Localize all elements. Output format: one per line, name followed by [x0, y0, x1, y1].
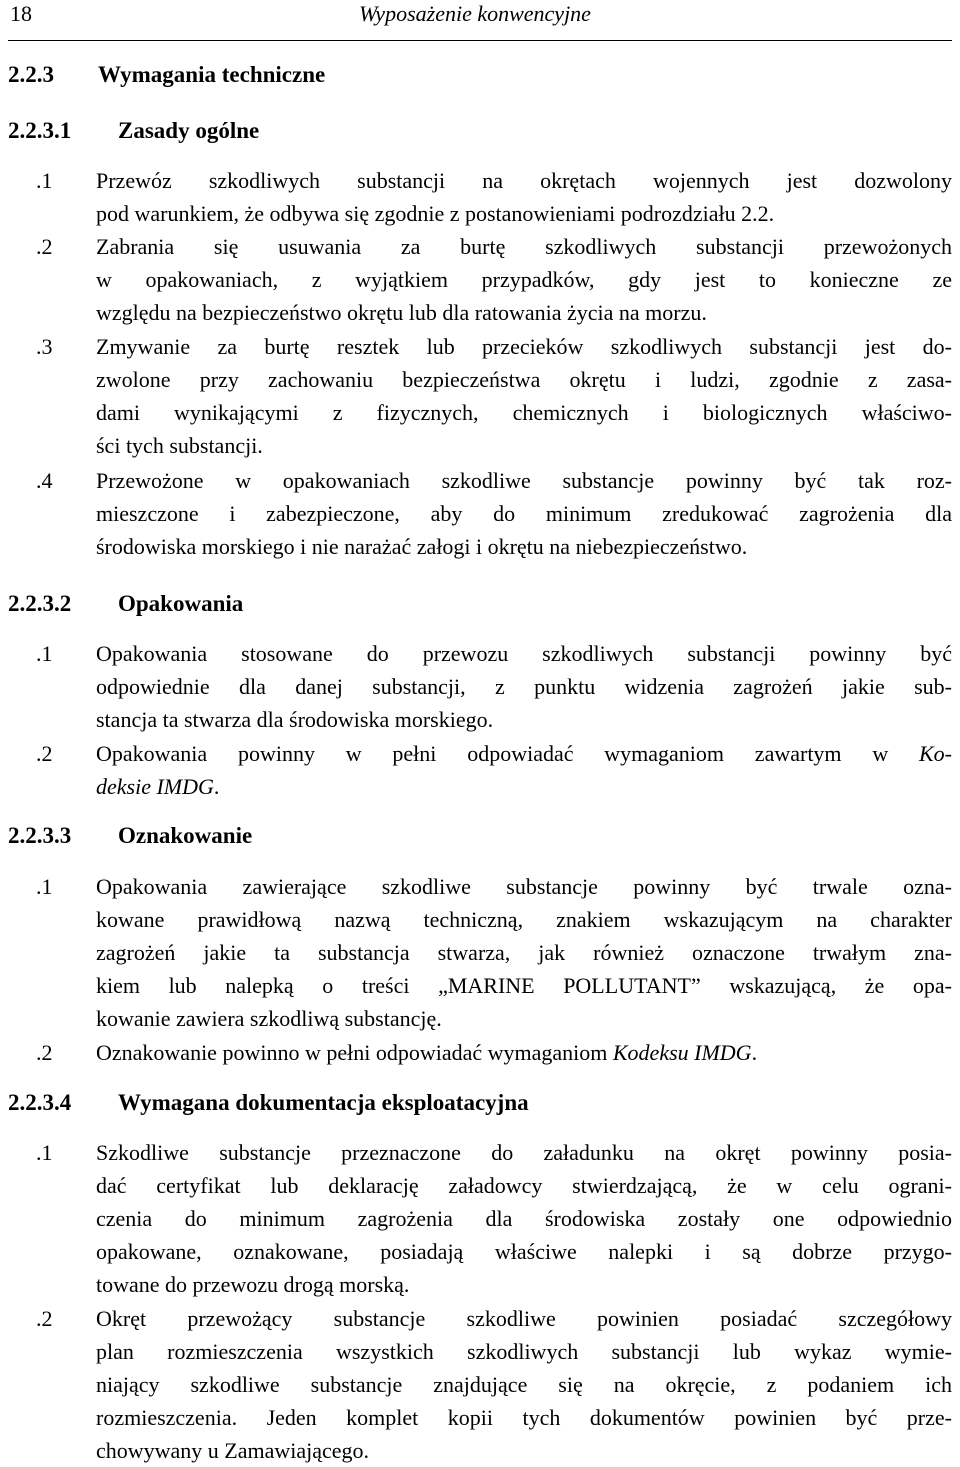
list-item: [36, 330, 952, 462]
item-text: [96, 330, 952, 462]
text-line: zwolone przy zachowaniu bezpieczeństwa okrętu i ludzi, zgodnie z zasa-: [96, 367, 952, 392]
text-line: opakowane, oznakowane, posiadają właściwe nalepki i są dobrze przygo-: [96, 1239, 952, 1264]
text-run: Opakowania powinny w pełni odpowiadać wymaganiom zawartym w: [96, 741, 919, 766]
subsection-title: Oznakowanie: [118, 823, 253, 848]
text-line: środowiska morskiego i nie narażać załogi i okrętu na niebezpieczeństwo.: [96, 534, 748, 559]
text-line: [96, 1036, 952, 1069]
text-line: w opakowaniach, z wyjątkiem przypadków, gdy jest to konieczne ze: [96, 267, 952, 292]
text-line: kowane prawidłową nazwą techniczną, znakiem wskazującym na charakter: [96, 907, 952, 932]
text-line: mieszczone i zabezpieczone, aby do minimum zredukować zagrożenia dla: [96, 501, 952, 526]
text-line: względu na bezpieczeństwo okrętu lub dla ratowania życia na morzu.: [96, 300, 707, 325]
item-text: [96, 637, 952, 736]
subsection-number: 2.2.3.1: [8, 118, 72, 143]
text-line: [96, 737, 952, 770]
text-line: Zmywanie za burtę resztek lub przecieków szkodliwych substancji jest do-: [96, 334, 952, 359]
subsection-title: Opakowania: [118, 591, 244, 616]
italic-run: Kodeksu IMDG: [612, 1040, 752, 1065]
text-line: dać certyfikat lub deklarację załadowcy stwierdzającą, że w celu ograni-: [96, 1173, 952, 1198]
text-line: Opakowania stosowane do przewozu szkodliwych substancji powinny być: [96, 641, 952, 666]
text-line: Okręt przewożący substancje szkodliwe powinien posiadać szczegółowy: [96, 1306, 952, 1331]
text-line: niający szkodliwe substancje znajdujące się na okręcie, z podaniem ich: [96, 1372, 952, 1397]
item-marker: .2: [36, 1306, 53, 1331]
item-marker: .3: [36, 334, 53, 359]
text-line: stancja ta stwarza dla środowiska morskiego.: [96, 707, 494, 732]
page-header: [8, 0, 952, 41]
section-title: Wymagania techniczne: [98, 62, 326, 87]
item-marker: .2: [36, 741, 53, 766]
list-item: [36, 464, 952, 563]
item-marker: .1: [36, 874, 53, 899]
item-marker: .2: [36, 234, 53, 259]
text-run: Oznakowanie powinno w pełni odpowiadać wymaganiom: [96, 1040, 613, 1065]
list-item: [36, 1036, 952, 1069]
item-text: [96, 1136, 952, 1301]
italic-run: Ko-: [919, 741, 952, 766]
text-line: zagrożeń jakie ta substancja stwarza, jak również oznaczone trwałym zna-: [96, 940, 952, 965]
list-item: [36, 230, 952, 329]
italic-run: deksie IMDG: [96, 774, 214, 799]
subsection-title: Wymagana dokumentacja eksploatacyjna: [118, 1090, 529, 1115]
text-line: kowanie zawiera szkodliwą substancję.: [96, 1006, 442, 1031]
subsection-title: Zasady ogólne: [118, 118, 260, 143]
section-heading: [8, 60, 325, 90]
text-line: odpowiednie dla danej substancji, z punktu widzenia zagrożeń jakie sub-: [96, 674, 952, 699]
text-line: kiem lub nalepką o treści „MARINE POLLUTANT” wskazującą, że opa-: [96, 973, 952, 998]
text-line: Przewożone w opakowaniach szkodliwe substancje powinny być tak roz-: [96, 468, 952, 493]
text-line: rozmieszczenia. Jeden komplet kopii tych dokumentów powinien być prze-: [96, 1405, 952, 1430]
item-marker: .1: [36, 1140, 53, 1165]
list-item: [36, 737, 952, 803]
page-number: 18: [10, 1, 32, 26]
item-text: [96, 737, 952, 803]
text-line: czenia do minimum zagrożenia dla środowiska zostały one odpowiednio: [96, 1206, 952, 1231]
text-line: Przewóz szkodliwych substancji na okrętach wojennych jest dozwolony: [96, 168, 952, 193]
text-line: dami wynikającymi z fizycznych, chemicznych i biologicznych właściwo-: [96, 400, 952, 425]
subsection-number: 2.2.3.2: [8, 591, 72, 616]
list-item: [36, 1136, 952, 1301]
subsection-number: 2.2.3.4: [8, 1090, 72, 1115]
text-run: .: [213, 774, 220, 799]
list-item: [36, 870, 952, 1035]
text-line: ści tych substancji.: [96, 433, 263, 458]
item-text: [96, 870, 952, 1035]
subsection-heading: [8, 821, 252, 851]
section-number: 2.2.3: [8, 62, 54, 87]
item-text: [96, 164, 952, 230]
subsection-heading: [8, 116, 259, 146]
item-marker: .1: [36, 641, 53, 666]
text-run: .: [751, 1040, 758, 1065]
running-title: Wyposażenie konwencyjne: [359, 1, 591, 26]
item-text: [96, 1036, 952, 1069]
text-line: Szkodliwe substancje przeznaczone do załadunku na okręt powinny posia-: [96, 1140, 952, 1165]
item-marker: .1: [36, 168, 53, 193]
subsection-number: 2.2.3.3: [8, 823, 72, 848]
item-text: [96, 1302, 952, 1467]
text-line: chowywany u Zamawiającego.: [96, 1438, 370, 1463]
list-item: [36, 164, 952, 230]
item-text: [96, 464, 952, 563]
item-marker: .2: [36, 1040, 53, 1065]
text-line: Opakowania zawierające szkodliwe substancje powinny być trwale ozna-: [96, 874, 952, 899]
item-marker: .4: [36, 468, 53, 493]
text-line: [96, 770, 952, 803]
text-line: pod warunkiem, że odbywa się zgodnie z postanowieniami podrozdziału 2.2.: [96, 201, 775, 226]
subsection-heading: [8, 589, 243, 619]
list-item: [36, 637, 952, 736]
item-text: [96, 230, 952, 329]
text-line: Zabrania się usuwania za burtę szkodliwych substancji przewożonych: [96, 234, 952, 259]
text-line: towane do przewozu drogą morską.: [96, 1272, 410, 1297]
list-item: [36, 1302, 952, 1467]
text-line: plan rozmieszczenia wszystkich szkodliwych substancji lub wykaz wymie-: [96, 1339, 952, 1364]
subsection-heading: [8, 1088, 529, 1118]
